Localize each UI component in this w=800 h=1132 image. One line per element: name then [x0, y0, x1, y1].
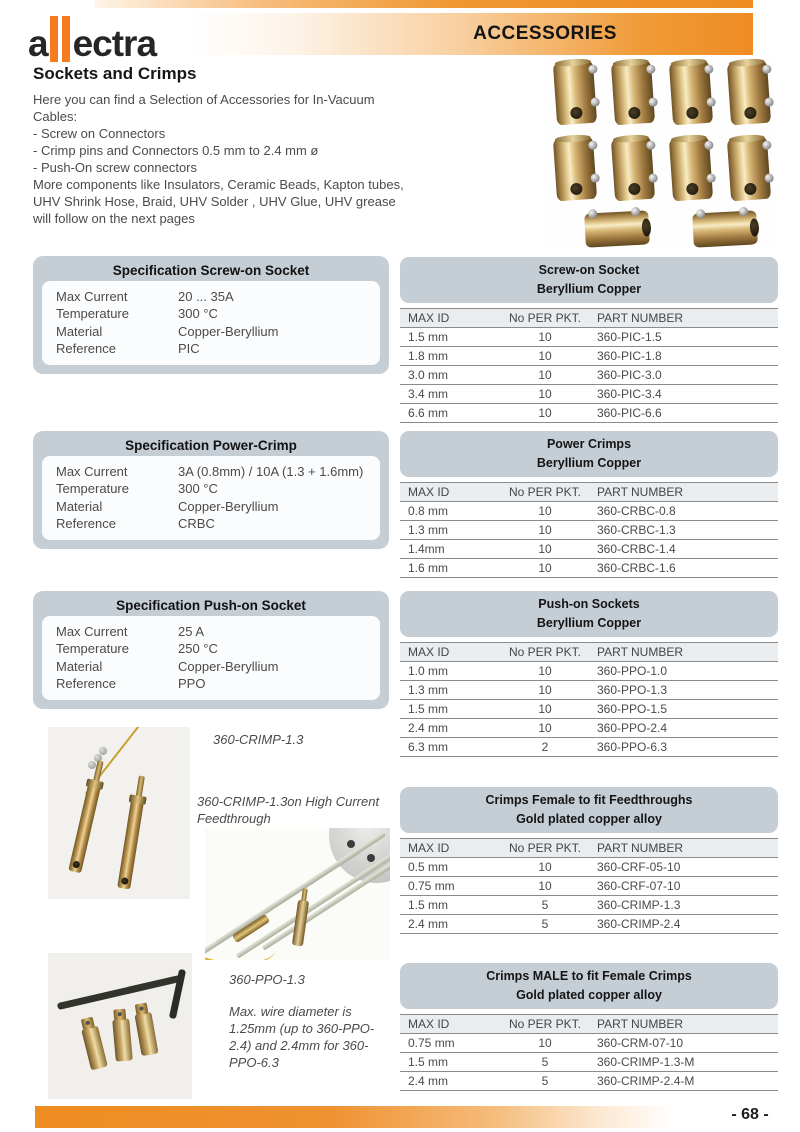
- table-cell: 0.75 mm: [408, 1036, 455, 1050]
- table-row: [400, 858, 778, 877]
- table-column-headers: [400, 838, 778, 858]
- spec-row: [56, 640, 374, 657]
- intro-line: - Screw on Connectors: [33, 126, 166, 141]
- socket-image: [692, 210, 758, 247]
- table-cell: 360-PPO-2.4: [597, 721, 668, 735]
- spec-value: PIC: [178, 341, 200, 357]
- table-cell: 6.3 mm: [408, 740, 449, 754]
- spec-value: 300 °C: [178, 306, 218, 322]
- table-title: Screw-on Socket: [538, 263, 640, 278]
- table-row: [400, 385, 778, 404]
- table-row: [400, 540, 778, 559]
- table-cell: 360-PPO-6.3: [597, 740, 668, 754]
- table-cell: 1.0 mm: [408, 664, 449, 678]
- spec-label: Reference: [56, 341, 116, 357]
- spec-value: 25 A: [178, 624, 205, 639]
- table-subtitle: Gold plated copper alloy: [516, 812, 662, 826]
- table-cell: 1.3 mm: [408, 683, 449, 697]
- allen-key-image: [57, 975, 181, 1010]
- spec-value: Copper-Beryllium: [178, 498, 279, 514]
- logo-text-suffix: ectra: [72, 23, 157, 64]
- intro-line: Here you can find a Selection of Accessories for In-Vacuum Cables:: [33, 92, 375, 124]
- footer-orange-bar: [35, 1106, 693, 1128]
- spec-row: [56, 305, 374, 322]
- banner-title: ACCESSORIES: [473, 23, 617, 44]
- table-body: [400, 662, 778, 757]
- caption-wire-note: Max. wire diameter is 1.25mm (up to 360-PPO-2.4) and 2.4mm for 360-PPO-6.3: [229, 1004, 375, 1070]
- logo-text-prefix: a: [28, 23, 48, 64]
- table-cell: 360-CRIMP-1.3: [597, 898, 681, 912]
- table-cell: 360-CRBC-1.3: [597, 523, 676, 537]
- spec-value: PPO: [178, 676, 206, 692]
- table-cell: 10: [538, 504, 552, 518]
- spec-box-title: Specification Push-on Socket: [116, 598, 306, 613]
- column-header: PART NUMBER: [597, 841, 684, 855]
- socket-image: [553, 137, 597, 202]
- spec-label: Reference: [56, 516, 116, 532]
- table-cell: 0.75 mm: [408, 879, 455, 893]
- spec-label: Temperature: [56, 306, 129, 322]
- spec-row: [56, 288, 374, 305]
- table-cell: 5: [541, 1074, 549, 1088]
- column-header: PART NUMBER: [597, 485, 684, 499]
- table-cell: 360-PPO-1.0: [597, 664, 668, 678]
- table-row: [400, 502, 778, 521]
- table-cell: 360-CRBC-1.6: [597, 561, 676, 575]
- table-cell: 1.3 mm: [408, 523, 449, 537]
- table-crimps-female: [400, 787, 778, 934]
- table-cell: 0.8 mm: [408, 504, 449, 518]
- table-row: [400, 328, 778, 347]
- table-header: [400, 431, 778, 477]
- socket-image: [611, 61, 655, 126]
- table-push-on-sockets: [400, 591, 778, 757]
- column-header: PART NUMBER: [597, 311, 684, 325]
- table-title: Crimps MALE to fit Female Crimps: [486, 969, 692, 984]
- table-column-headers: [400, 482, 778, 502]
- table-body: [400, 328, 778, 423]
- table-row: [400, 896, 778, 915]
- table-cell: 10: [538, 683, 552, 697]
- table-cell: 5: [541, 1055, 549, 1069]
- table-row: [400, 347, 778, 366]
- table-cell: 10: [538, 406, 552, 420]
- table-row: [400, 681, 778, 700]
- logo-bar: [62, 16, 70, 62]
- table-cell: 1.5 mm: [408, 330, 449, 344]
- intro-line: - Push-On screw connectors: [33, 160, 198, 175]
- table-row: [400, 1072, 778, 1091]
- table-cell: 2: [541, 740, 549, 754]
- spec-box-title: Specification Power-Crimp: [125, 438, 297, 453]
- table-cell: 360-CRM-07-10: [597, 1036, 684, 1050]
- push-on-socket-image: [81, 1026, 108, 1071]
- table-header: [400, 257, 778, 303]
- table-subtitle: Beryllium Copper: [536, 616, 642, 630]
- socket-image: [669, 61, 713, 126]
- table-cell: 0.5 mm: [408, 860, 449, 874]
- spec-label: Max Current: [56, 464, 128, 479]
- table-cell: 10: [538, 349, 552, 363]
- page-number: - 68 -: [731, 1106, 769, 1123]
- socket-image: [727, 61, 771, 126]
- table-column-headers: [400, 642, 778, 662]
- spec-label: Max Current: [56, 289, 128, 304]
- table-row: [400, 877, 778, 896]
- table-header: [400, 591, 778, 637]
- table-cell: 10: [538, 368, 552, 382]
- column-header: MAX ID: [408, 311, 450, 325]
- table-cell: 1.8 mm: [408, 349, 449, 363]
- table-cell: 6.6 mm: [408, 406, 449, 420]
- spec-value: 250 °C: [178, 641, 218, 657]
- table-cell: 1.5 mm: [408, 898, 449, 912]
- spec-box-push-on-socket: [33, 591, 389, 709]
- table-cell: 10: [538, 542, 552, 556]
- table-header: [400, 963, 778, 1009]
- caption-ppo-1-3: 360-PPO-1.3: [229, 972, 305, 987]
- spec-label: Material: [56, 323, 103, 339]
- spec-value: Copper-Beryllium: [178, 323, 279, 339]
- allectra-logo: [28, 8, 156, 64]
- spec-box-screw-on-socket: [33, 256, 389, 374]
- socket-image: [611, 137, 655, 202]
- spec-box-title: Specification Screw-on Socket: [112, 263, 310, 278]
- spec-label: Reference: [56, 676, 116, 692]
- table-cell: 360-PPO-1.5: [597, 702, 668, 716]
- table-cell: 360-PIC-3.4: [597, 387, 662, 401]
- spec-box-body: [42, 281, 380, 365]
- table-cell: 360-CRBC-0.8: [597, 504, 676, 518]
- table-row: [400, 719, 778, 738]
- table-cell: 10: [538, 860, 552, 874]
- table-row: [400, 1034, 778, 1053]
- spec-row: [56, 658, 374, 675]
- spec-value: 300 °C: [178, 481, 218, 497]
- table-row: [400, 366, 778, 385]
- table-cell: 2.4 mm: [408, 721, 449, 735]
- column-header: No PER PKT.: [508, 841, 582, 855]
- spec-row: [56, 480, 374, 497]
- table-cell: 360-CRIMP-2.4: [597, 917, 681, 931]
- table-cell: 360-PIC-6.6: [597, 406, 662, 420]
- table-cell: 360-PPO-1.3: [597, 683, 668, 697]
- column-header: PART NUMBER: [597, 645, 684, 659]
- table-row: [400, 521, 778, 540]
- spec-row: [56, 463, 374, 480]
- table-body: [400, 502, 778, 578]
- table-cell: 10: [538, 387, 552, 401]
- table-cell: 10: [538, 664, 552, 678]
- table-screw-on-socket: [400, 257, 778, 423]
- table-cell: 2.4 mm: [408, 917, 449, 931]
- spec-row: [56, 623, 374, 640]
- column-header: MAX ID: [408, 841, 450, 855]
- column-header: MAX ID: [408, 645, 450, 659]
- table-cell: 1.5 mm: [408, 702, 449, 716]
- caption-crimp-1-3-feedthrough: 360-CRIMP-1.3on High Current Feedthrough: [197, 794, 380, 826]
- table-cell: 10: [538, 879, 552, 893]
- table-row: [400, 915, 778, 934]
- table-row: [400, 1053, 778, 1072]
- table-cell: 10: [538, 561, 552, 575]
- caption-crimp-1-3: 360-CRIMP-1.3: [213, 732, 304, 747]
- table-cell: 360-CRF-07-10: [597, 879, 681, 893]
- table-row: [400, 700, 778, 719]
- screw-on-sockets-photo: [545, 58, 778, 250]
- table-body: [400, 858, 778, 934]
- table-cell: 5: [541, 917, 549, 931]
- table-cell: 360-CRF-05-10: [597, 860, 681, 874]
- spec-row: [56, 498, 374, 515]
- spec-box-body: [42, 456, 380, 540]
- spec-value: 20 ... 35A: [178, 289, 234, 304]
- socket-image: [553, 61, 597, 126]
- column-header: No PER PKT.: [508, 311, 582, 325]
- table-cell: 10: [538, 330, 552, 344]
- table-cell: 10: [538, 721, 552, 735]
- spec-box-power-crimp: [33, 431, 389, 549]
- table-row: [400, 738, 778, 757]
- table-cell: 2.4 mm: [408, 1074, 449, 1088]
- column-header: No PER PKT.: [508, 1017, 582, 1031]
- spec-box-body: [42, 616, 380, 700]
- intro-line: More components like Insulators, Ceramic Beads, Kapton tubes, UHV Shrink Hose, Braid, UHV Solder , UHV Glue, UHV grease will follow on the next pages: [33, 177, 404, 226]
- table-row: [400, 662, 778, 681]
- socket-image: [584, 210, 650, 247]
- table-cell: 360-CRIMP-2.4-M: [597, 1074, 695, 1088]
- push-on-sockets-photo: [48, 953, 192, 1099]
- table-cell: 360-CRIMP-1.3-M: [597, 1055, 695, 1069]
- table-title: Power Crimps: [546, 437, 632, 452]
- accessories-banner: [187, 13, 753, 55]
- table-cell: 1.6 mm: [408, 561, 449, 575]
- column-header: MAX ID: [408, 1017, 450, 1031]
- crimp-pin-image: [117, 801, 144, 890]
- spec-value: 3A (0.8mm) / 10A (1.3 + 1.6mm): [178, 464, 364, 479]
- socket-image: [727, 137, 771, 202]
- logo-bar: [50, 16, 58, 62]
- column-header: No PER PKT.: [508, 645, 582, 659]
- column-header: No PER PKT.: [508, 485, 582, 499]
- table-title: Crimps Female to fit Feedthroughs: [485, 793, 693, 808]
- table-row: [400, 559, 778, 578]
- table-cell: 1.4mm: [408, 542, 445, 556]
- spec-row: [56, 515, 374, 532]
- crimp-pins-photo: [48, 727, 190, 899]
- spec-label: Temperature: [56, 641, 129, 657]
- table-cell: 10: [538, 1036, 552, 1050]
- spec-value: Copper-Beryllium: [178, 658, 279, 674]
- spec-label: Max Current: [56, 624, 128, 639]
- table-cell: 3.0 mm: [408, 368, 449, 382]
- page-title: Sockets and Crimps: [33, 64, 197, 83]
- table-title: Push-on Sockets: [538, 597, 640, 612]
- spec-value: CRBC: [178, 516, 215, 532]
- table-cell: 360-PIC-1.8: [597, 349, 662, 363]
- table-column-headers: [400, 308, 778, 328]
- table-subtitle: Beryllium Copper: [536, 282, 642, 296]
- intro-line: - Crimp pins and Connectors 0.5 mm to 2.4 mm ø: [33, 143, 319, 158]
- table-subtitle: Gold plated copper alloy: [516, 988, 662, 1002]
- table-column-headers: [400, 1014, 778, 1034]
- intro-text: [33, 91, 415, 227]
- table-cell: 360-PIC-1.5: [597, 330, 662, 344]
- crimp-pin-image: [68, 785, 100, 874]
- spec-label: Material: [56, 658, 103, 674]
- table-cell: 10: [538, 702, 552, 716]
- table-body: [400, 1034, 778, 1091]
- table-cell: 5: [541, 898, 549, 912]
- table-row: [400, 404, 778, 423]
- spec-label: Material: [56, 498, 103, 514]
- table-subtitle: Beryllium Copper: [536, 456, 642, 470]
- top-orange-strip: [95, 0, 753, 8]
- push-on-socket-image: [134, 1012, 158, 1056]
- table-cell: 360-PIC-3.0: [597, 368, 662, 382]
- table-crimps-male: [400, 963, 778, 1091]
- table-header: [400, 787, 778, 833]
- table-cell: 10: [538, 523, 552, 537]
- push-on-socket-image: [112, 1018, 133, 1061]
- table-cell: 3.4 mm: [408, 387, 449, 401]
- spec-row: [56, 323, 374, 340]
- column-header: MAX ID: [408, 485, 450, 499]
- table-cell: 1.5 mm: [408, 1055, 449, 1069]
- spec-row: [56, 675, 374, 692]
- socket-image: [669, 137, 713, 202]
- feedthrough-photo: [205, 828, 390, 960]
- table-power-crimps: [400, 431, 778, 578]
- column-header: PART NUMBER: [597, 1017, 684, 1031]
- spec-label: Temperature: [56, 481, 129, 497]
- spec-row: [56, 340, 374, 357]
- table-cell: 360-CRBC-1.4: [597, 542, 676, 556]
- logo-ll-bars: [50, 16, 70, 62]
